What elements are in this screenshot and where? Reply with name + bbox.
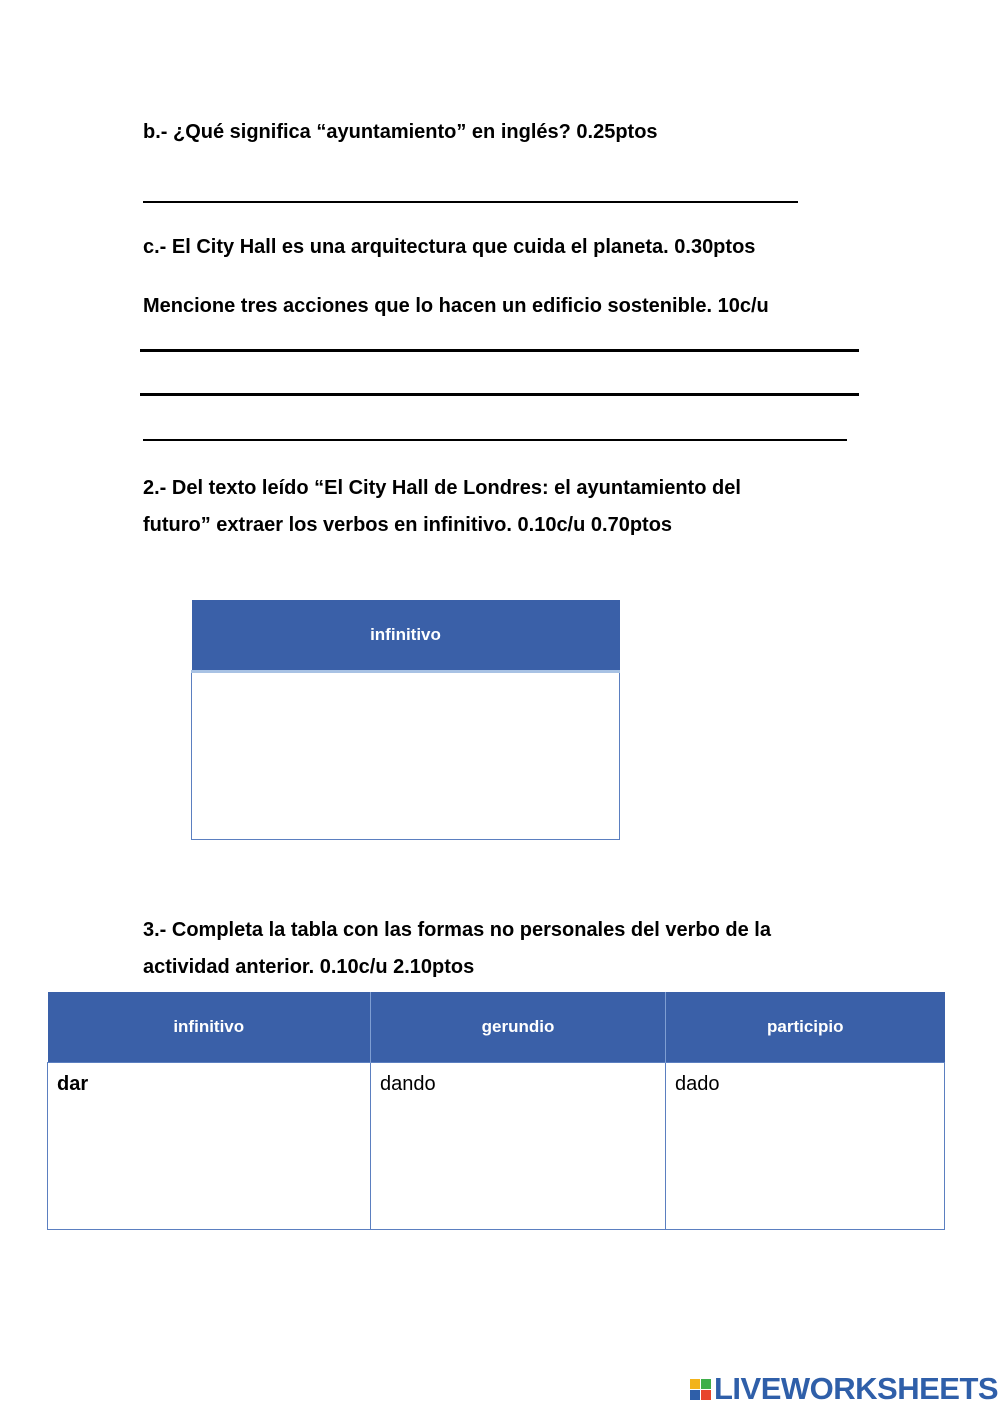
cell-gerundio[interactable]: dando <box>371 1063 666 1230</box>
question-2-line1: 2.- Del texto leído “El City Hall de Londres: el ayuntamiento del <box>143 477 741 499</box>
cell-infinitivo[interactable]: dar <box>48 1063 371 1230</box>
logo-block-3 <box>690 1390 700 1400</box>
question-2-line2: futuro” extraer los verbos en infinitivo. 0.10c/u 0.70ptos <box>143 514 673 536</box>
question-c-sub: Mencione tres acciones que lo hacen un edificio sostenible. 10c/u <box>143 295 769 317</box>
header-participio: participio <box>666 992 945 1063</box>
question-c: c.- El City Hall es una arquitectura que cuida el planeta. 0.30ptos <box>143 236 756 258</box>
infinitive-table <box>191 600 620 840</box>
cell-participio[interactable]: dado <box>666 1063 945 1230</box>
answer-line-c3[interactable] <box>143 439 847 441</box>
header-infinitivo: infinitivo <box>48 992 371 1063</box>
logo-block-1 <box>690 1379 700 1389</box>
answer-line-c2[interactable] <box>140 393 859 396</box>
logo-block-4 <box>701 1390 711 1400</box>
answer-line-c1[interactable] <box>140 349 859 352</box>
logo-block-2 <box>701 1379 711 1389</box>
header-gerundio: gerundio <box>371 992 666 1063</box>
question-3-line2: actividad anterior. 0.10c/u 2.10ptos <box>143 956 475 978</box>
liveworksheets-logo <box>690 1372 998 1406</box>
infinitive-answer-cell[interactable] <box>192 672 620 840</box>
logo-blocks-icon <box>690 1379 711 1400</box>
infinitive-table-header: infinitivo <box>192 600 620 672</box>
question-3-line1: 3.- Completa la tabla con las formas no personales del verbo de la <box>143 919 771 941</box>
answer-line-b[interactable] <box>143 201 798 203</box>
logo-text: LIVEWORKSHEETS <box>714 1371 999 1406</box>
question-b: b.- ¿Qué significa “ayuntamiento” en inglés? 0.25ptos <box>143 121 658 143</box>
verb-forms-table <box>47 992 945 1230</box>
